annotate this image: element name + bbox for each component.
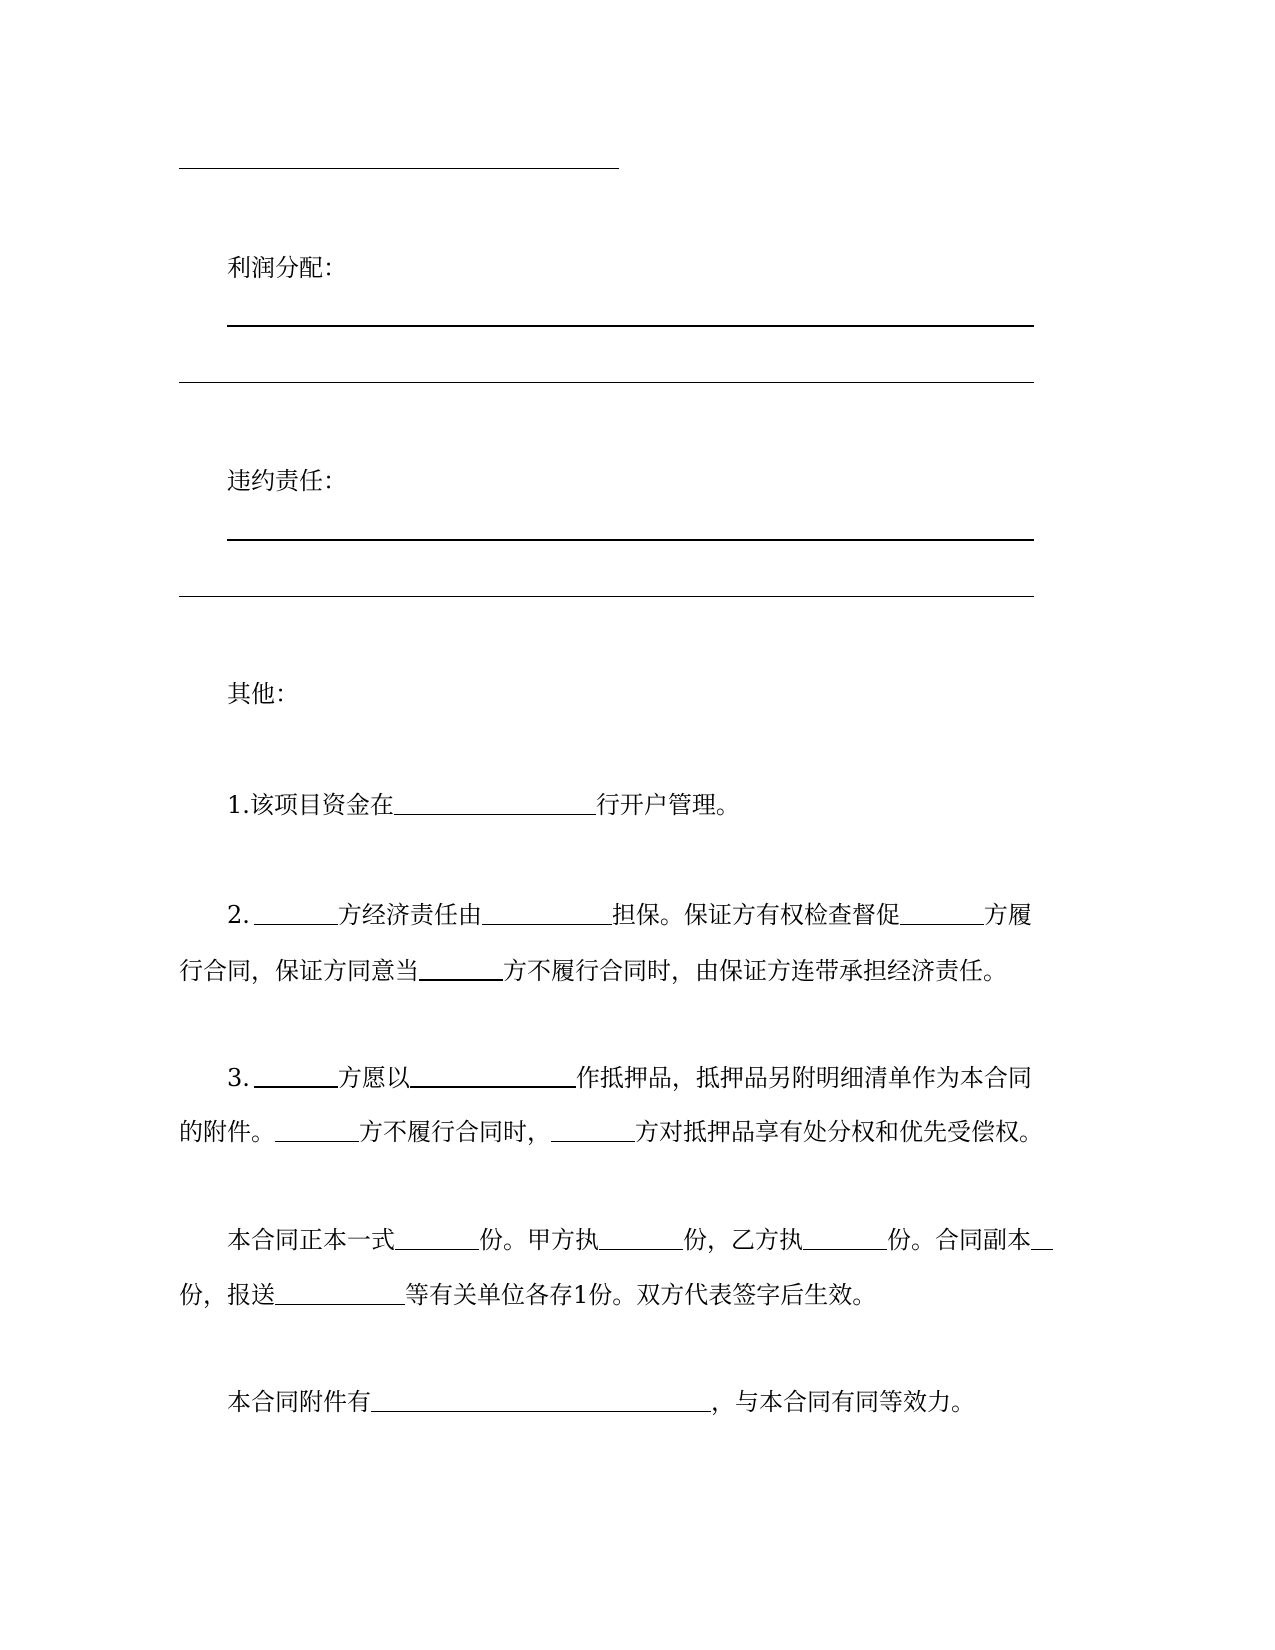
original-count-blank[interactable] bbox=[395, 1223, 479, 1250]
attachment-text-a: 本合同附件有 bbox=[227, 1388, 371, 1416]
clause-3-text-d: 方不履行合同时， bbox=[359, 1118, 551, 1146]
collateral-blank[interactable] bbox=[410, 1060, 576, 1088]
clause-2-party-blank-2[interactable] bbox=[900, 898, 984, 925]
clause-2-text-c: 方履 bbox=[983, 901, 1032, 929]
copies-text-b: 份。甲方执 bbox=[479, 1226, 599, 1254]
clause-3-party-blank-1[interactable] bbox=[254, 1060, 338, 1088]
clause-2-text-d: 行合同，保证方同意当 bbox=[179, 957, 419, 985]
clause-3-text-a: 方愿以 bbox=[337, 1064, 410, 1092]
attachment-blank[interactable] bbox=[371, 1385, 711, 1412]
profit-fill-line-1[interactable] bbox=[227, 325, 1034, 327]
copies-text-a: 本合同正本一式 bbox=[227, 1226, 395, 1254]
clause-2-text-b: 担保。保证方有权检查督促 bbox=[611, 901, 900, 929]
bank-name-blank[interactable] bbox=[394, 788, 596, 815]
clause-3-line-2 bbox=[179, 1113, 1043, 1148]
clause-2-line-2 bbox=[179, 951, 1007, 987]
clause-3-party-blank-3[interactable] bbox=[551, 1115, 635, 1142]
guarantor-blank[interactable] bbox=[482, 898, 612, 925]
attachment-text-b: ，与本合同有同等效力。 bbox=[711, 1388, 975, 1416]
clause-3-text-e: 方对抵押品享有处分权和优先受偿权。 bbox=[635, 1118, 1043, 1146]
clause-3-text-c: 的附件。 bbox=[179, 1118, 275, 1146]
party-a-count-blank[interactable] bbox=[599, 1223, 683, 1250]
clause-1 bbox=[227, 786, 740, 821]
section-profit-label: 利润分配： bbox=[227, 254, 347, 282]
attachment-line bbox=[227, 1383, 975, 1418]
clause-2-party-blank-3[interactable] bbox=[419, 953, 503, 981]
clause-3-number: 3. bbox=[227, 1064, 250, 1092]
copies-text-d: 份。合同副本 bbox=[887, 1226, 1031, 1254]
party-b-count-blank[interactable] bbox=[803, 1223, 887, 1250]
clause-2-text-a: 方经济责任由 bbox=[337, 901, 482, 929]
profit-fill-line-2[interactable] bbox=[179, 382, 1034, 383]
clause-2-party-blank-1[interactable] bbox=[254, 898, 338, 925]
copies-text-f: 等有关单位各存1份。双方代表签字后生效。 bbox=[405, 1281, 877, 1309]
clause-2-text-e: 方不履行合同时，由保证方连带承担经济责任。 bbox=[503, 957, 1007, 985]
breach-fill-line-1[interactable] bbox=[227, 539, 1034, 541]
clause-2-number: 2. bbox=[227, 901, 250, 929]
copies-text-c: 份，乙方执 bbox=[683, 1226, 803, 1254]
clause-3-party-blank-2[interactable] bbox=[275, 1115, 359, 1142]
copies-line-1 bbox=[227, 1221, 1053, 1256]
clause-1-text-pre: 1.该项目资金在 bbox=[227, 791, 394, 819]
breach-fill-line-2[interactable] bbox=[179, 596, 1034, 597]
duplicate-count-blank[interactable] bbox=[1031, 1223, 1053, 1250]
top-rule bbox=[179, 168, 619, 169]
recipient-units-blank[interactable] bbox=[275, 1278, 405, 1305]
clause-2-line-1 bbox=[227, 896, 1032, 931]
clause-1-text-post: 行开户管理。 bbox=[595, 791, 740, 819]
clause-3-text-b: 作抵押品，抵押品另附明细清单作为本合同 bbox=[575, 1064, 1032, 1092]
section-other-label: 其他： bbox=[227, 680, 299, 708]
copies-line-2 bbox=[179, 1276, 876, 1311]
copies-text-e: 份，报送 bbox=[179, 1281, 275, 1309]
section-breach-label: 违约责任： bbox=[227, 467, 347, 495]
clause-3-line-1 bbox=[227, 1058, 1032, 1094]
